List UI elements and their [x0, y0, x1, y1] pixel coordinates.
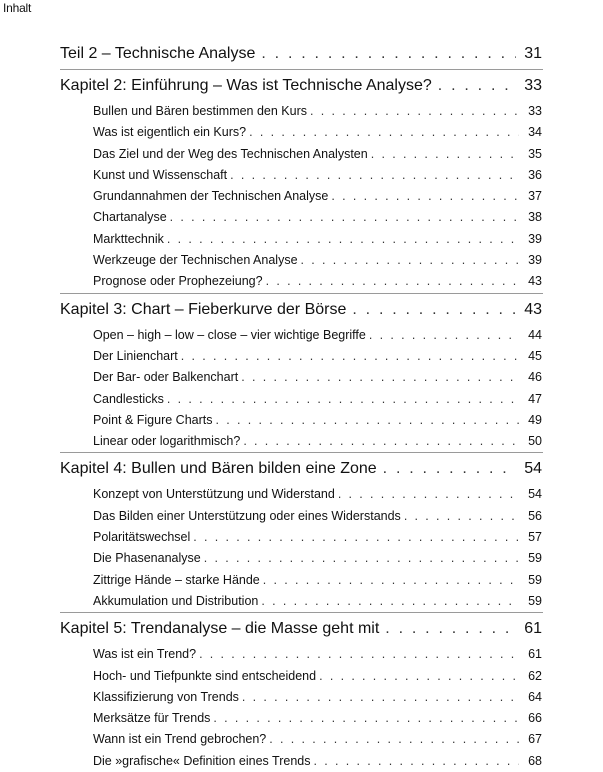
dot-leader — [371, 144, 519, 165]
entry-title: Polaritätswechsel — [93, 530, 191, 545]
toc-section — [0, 453, 603, 612]
entry-title: Der Linienchart — [93, 348, 178, 363]
dot-leader — [385, 613, 516, 644]
running-head: Inhalt — [3, 1, 32, 15]
entry-page-number: 43 — [528, 274, 542, 289]
toc-entry[interactable] — [0, 165, 603, 186]
entry-title: Das Bilden einer Unterstützung oder eines Widerstands — [93, 508, 401, 523]
dot-leader — [249, 122, 519, 143]
toc-chapter-heading[interactable] — [0, 613, 603, 644]
dot-leader — [338, 484, 519, 505]
dot-leader — [266, 271, 519, 292]
entry-page-number: 62 — [528, 668, 542, 683]
chapter-page-number: 54 — [524, 460, 542, 478]
entry-title: Werkzeuge der Technischen Analyse — [93, 253, 298, 268]
entry-page-number: 35 — [528, 146, 542, 161]
entry-page-number: 64 — [528, 689, 542, 704]
chapter-title: Kapitel 5: Trendanalyse – die Masse geht mit — [60, 620, 380, 638]
toc-entry[interactable] — [0, 367, 603, 388]
entry-page-number: 49 — [528, 412, 542, 427]
entry-title: Klassifizierung von Trends — [93, 689, 239, 704]
entry-page-number: 37 — [528, 189, 542, 204]
dot-leader — [167, 229, 519, 250]
entry-title: Wann ist ein Trend gebrochen? — [93, 732, 267, 747]
toc-entry[interactable] — [0, 389, 603, 410]
entry-page-number: 66 — [528, 711, 542, 726]
dot-leader — [216, 410, 520, 431]
dot-leader — [181, 346, 519, 367]
toc-entry[interactable] — [0, 644, 603, 665]
toc-entry[interactable] — [0, 101, 603, 122]
dot-leader — [319, 666, 519, 687]
entry-title: Markttechnik — [93, 231, 164, 246]
dot-leader — [170, 207, 519, 228]
dot-leader — [263, 570, 519, 591]
dot-leader — [167, 389, 519, 410]
entry-page-number: 68 — [528, 753, 542, 768]
toc-entry[interactable] — [0, 751, 603, 772]
toc-chapter-heading[interactable] — [0, 70, 603, 101]
entry-title: Chartanalyse — [93, 210, 167, 225]
toc-entry[interactable] — [0, 207, 603, 228]
entry-page-number: 38 — [528, 210, 542, 225]
toc-entry[interactable] — [0, 229, 603, 250]
dot-leader — [331, 186, 519, 207]
entry-title: Akkumulation und Distribution — [93, 593, 259, 608]
entry-title: Die »grafische« Definition eines Trends — [93, 753, 311, 768]
toc-section — [0, 613, 603, 772]
chapter-page-number: 31 — [524, 45, 542, 62]
dot-leader — [269, 729, 519, 750]
toc-entry[interactable] — [0, 271, 603, 292]
dot-leader — [261, 38, 516, 69]
toc-entry[interactable] — [0, 325, 603, 346]
entry-title: Das Ziel und der Weg des Technischen Analysten — [93, 146, 368, 161]
toc-entry[interactable] — [0, 410, 603, 431]
toc-entry[interactable] — [0, 122, 603, 143]
toc-entry[interactable] — [0, 144, 603, 165]
toc-entry[interactable] — [0, 666, 603, 687]
entry-title: Konzept von Unterstützung und Widerstand — [93, 487, 335, 502]
toc-entry[interactable] — [0, 506, 603, 527]
toc-chapter-heading[interactable] — [0, 453, 603, 484]
entry-page-number: 34 — [528, 125, 542, 140]
entry-title: Open – high – low – close – vier wichtige Begriffe — [93, 327, 366, 342]
dot-leader — [438, 70, 516, 101]
entry-title: Point & Figure Charts — [93, 412, 213, 427]
entry-title: Der Bar- oder Balkenchart — [93, 370, 239, 385]
toc-entry[interactable] — [0, 708, 603, 729]
dot-leader — [204, 548, 519, 569]
entry-title: Bullen und Bären bestimmen den Kurs — [93, 104, 308, 118]
chapter-title: Teil 2 – Technische Analyse — [60, 45, 256, 62]
entry-title: Was ist eigentlich ein Kurs? — [93, 125, 247, 140]
toc-entry[interactable] — [0, 527, 603, 548]
entry-title: Zittrige Hände – starke Hände — [93, 572, 260, 587]
entry-title: Linear oder logarithmisch? — [93, 434, 241, 449]
dot-leader — [352, 294, 516, 325]
entry-page-number: 59 — [528, 551, 542, 566]
dot-leader — [404, 506, 519, 527]
entry-page-number: 33 — [528, 104, 542, 118]
entry-page-number: 39 — [528, 231, 542, 246]
entry-page-number: 67 — [528, 732, 542, 747]
toc-entry[interactable] — [0, 548, 603, 569]
toc-entry[interactable] — [0, 570, 603, 591]
entry-page-number: 59 — [528, 572, 542, 587]
chapter-title: Kapitel 2: Einführung – Was ist Technische Analyse? — [60, 77, 432, 94]
dot-leader — [242, 687, 519, 708]
entry-page-number: 56 — [528, 508, 542, 523]
dot-leader — [193, 527, 519, 548]
entry-page-number: 50 — [528, 434, 542, 449]
entry-page-number: 47 — [528, 391, 542, 406]
entry-title: Prognose oder Prophezeiung? — [93, 274, 263, 289]
entry-title: Kunst und Wissenschaft — [93, 167, 228, 182]
chapter-title: Kapitel 3: Chart – Fieberkurve der Börse — [60, 300, 347, 318]
toc-entry[interactable] — [0, 484, 603, 505]
chapter-page-number: 33 — [524, 77, 542, 94]
entry-page-number: 46 — [528, 370, 542, 385]
dot-leader — [310, 101, 519, 122]
dot-leader — [241, 367, 519, 388]
dot-leader — [243, 431, 519, 452]
toc-chapter-heading[interactable] — [0, 38, 603, 69]
entry-page-number: 61 — [528, 647, 542, 662]
toc-entry[interactable] — [0, 729, 603, 750]
entry-title: Merksätze für Trends — [93, 711, 211, 726]
toc-entry[interactable] — [0, 431, 603, 452]
entry-title: Grundannahmen der Technischen Analyse — [93, 189, 329, 204]
toc-chapter-heading[interactable] — [0, 294, 603, 325]
entry-page-number: 45 — [528, 348, 542, 363]
chapter-page-number: 61 — [524, 620, 542, 638]
chapter-page-number: 43 — [524, 300, 542, 318]
table-of-contents — [0, 38, 603, 772]
dot-leader — [230, 165, 519, 186]
dot-leader — [313, 751, 519, 772]
toc-section — [0, 294, 603, 453]
dot-leader — [199, 644, 519, 665]
entry-title: Candlesticks — [93, 391, 164, 406]
dot-leader — [213, 708, 519, 729]
toc-entry[interactable] — [0, 250, 603, 271]
entry-page-number: 36 — [528, 167, 542, 182]
toc-entry[interactable] — [0, 346, 603, 367]
dot-leader — [301, 250, 519, 271]
entry-page-number: 54 — [528, 487, 542, 502]
entry-title: Was ist ein Trend? — [93, 647, 197, 662]
entry-title: Hoch- und Tiefpunkte sind entscheidend — [93, 668, 317, 683]
toc-section — [0, 70, 603, 293]
chapter-title: Kapitel 4: Bullen und Bären bilden eine Zone — [60, 460, 377, 478]
dot-leader — [261, 591, 519, 612]
dot-leader — [369, 325, 519, 346]
entry-page-number: 59 — [528, 593, 542, 608]
entry-page-number: 44 — [528, 327, 542, 342]
dot-leader — [383, 453, 516, 484]
entry-title: Die Phasenanalyse — [93, 551, 201, 566]
toc-section — [0, 38, 603, 69]
entry-page-number: 39 — [528, 253, 542, 268]
toc-entry[interactable] — [0, 687, 603, 708]
entry-page-number: 57 — [528, 530, 542, 545]
toc-entry[interactable] — [0, 591, 603, 612]
toc-entry[interactable] — [0, 186, 603, 207]
